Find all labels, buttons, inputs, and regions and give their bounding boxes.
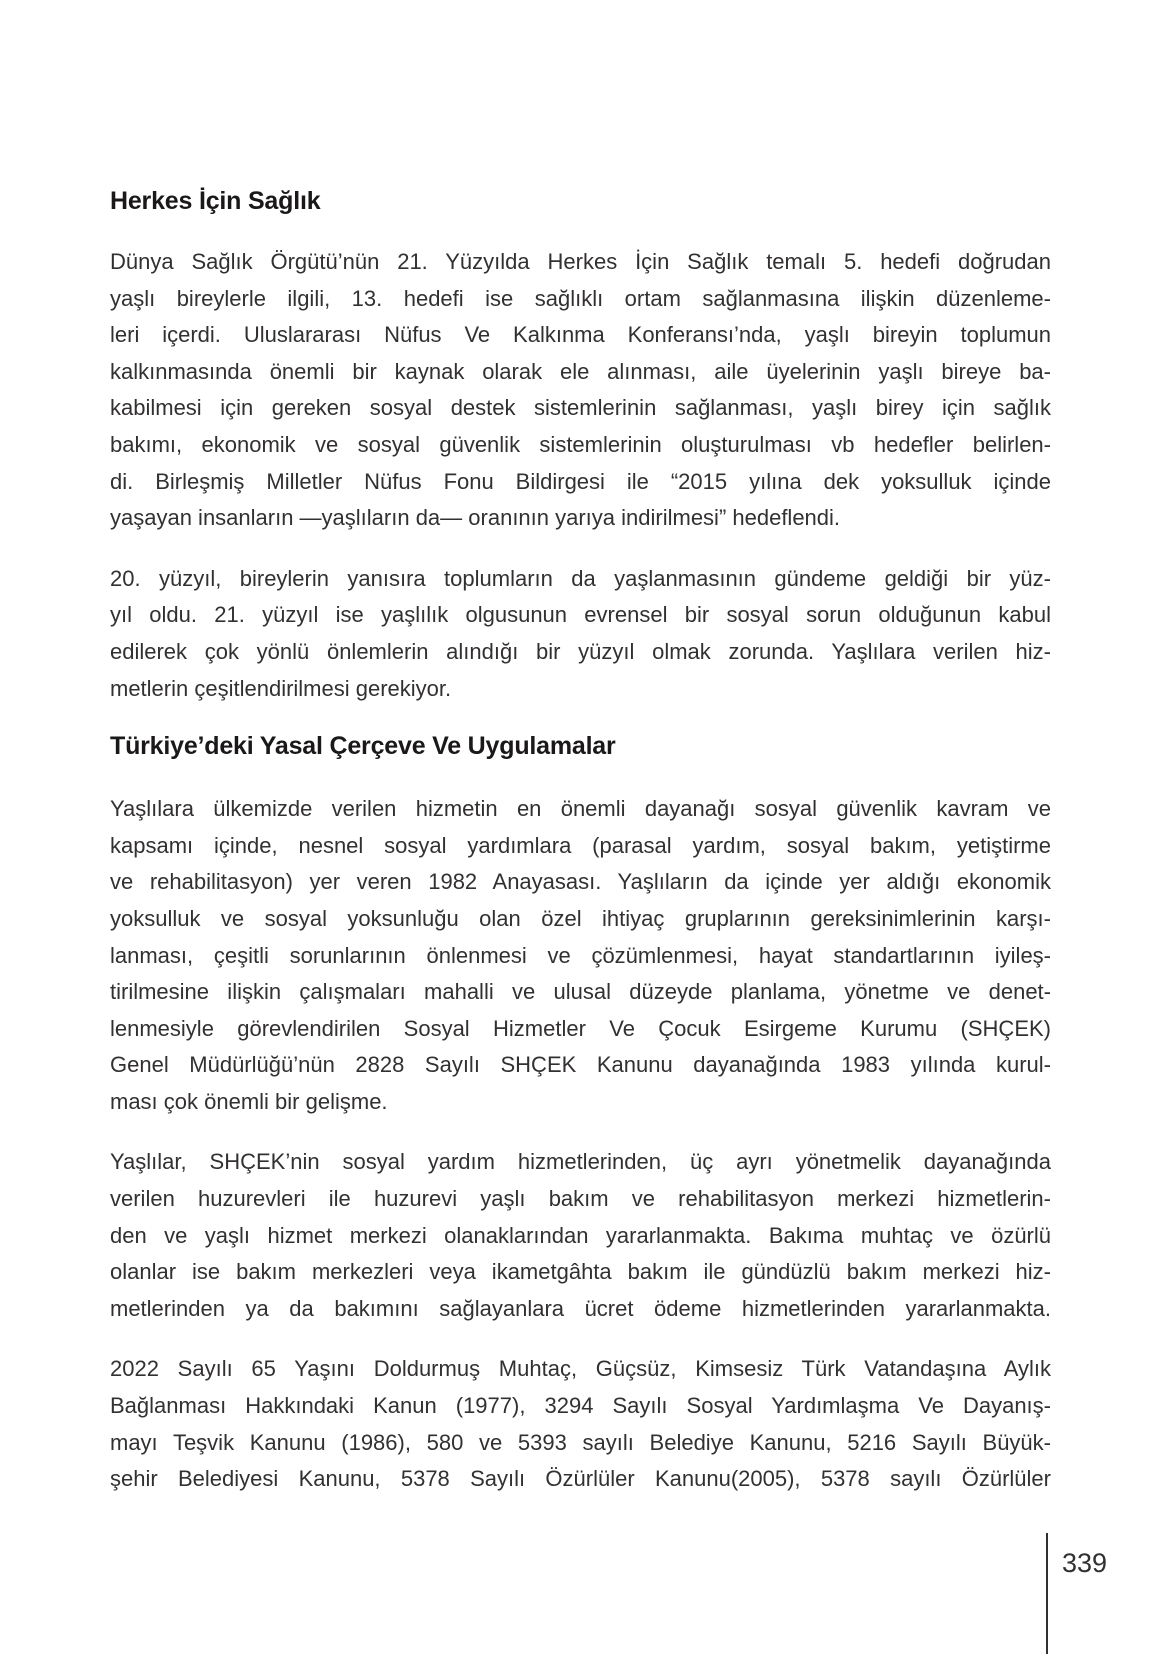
text-line: 20. yüzyıl, bireylerin yanısıra toplumların da yaşlanmasının gündeme geldiği bir yüz- bbox=[110, 565, 1051, 591]
text-line: Genel Müdürlüğü’nün 2828 Sayılı SHÇEK Kanunu dayanağında 1983 yılında kurul- bbox=[110, 1052, 1051, 1078]
text-line: metlerin çeşitlendirilmesi gerekiyor. bbox=[110, 675, 452, 701]
text-line: olanlar ise bakım merkezleri veya ikametgâhta bakım ile gündüzlü bakım merkezi hiz- bbox=[110, 1259, 1051, 1285]
paragraph-yasal-kanunlar bbox=[110, 1351, 1051, 1497]
text-line: verilen huzurevleri ile huzurevi yaşlı bakım ve rehabilitasyon merkezi hizmetlerin- bbox=[110, 1186, 1051, 1212]
page-number: 339 bbox=[1062, 1548, 1108, 1578]
text-line: yoksulluk ve sosyal yoksunluğu olan özel ihtiyaç gruplarının gereksinimlerinin karşı- bbox=[110, 905, 1051, 931]
text-line: ması çok önemli bir gelişme. bbox=[110, 1088, 388, 1114]
text-line: leri içerdi. Uluslararası Nüfus Ve Kalkınma Konferansı’nda, yaşlı bireyin toplumun bbox=[110, 322, 1051, 348]
page-body-text bbox=[110, 186, 1051, 1522]
paragraph-20-yuzyil bbox=[110, 561, 1051, 707]
text-line: yaşlı bireylerle ilgili, 13. hedefi ise sağlıklı ortam sağlanmasına ilişkin düzenleme- bbox=[110, 285, 1051, 311]
text-line: ve rehabilitasyon) yer veren 1982 Anayasası. Yaşlıların da içinde yer aldığı ekonomik bbox=[110, 869, 1051, 895]
text-line: kalkınmasında önemli bir kaynak olarak ele alınması, aile üyelerinin yaşlı bireye ba- bbox=[110, 358, 1051, 384]
text-line: kabilmesi için gereken sosyal destek sistemlerinin sağlanması, yaşlı birey için sağlık bbox=[110, 395, 1051, 421]
paragraph-who-hedefleri bbox=[110, 244, 1051, 537]
text-line: kapsamı içinde, nesnel sosyal yardımlara (parasal yardım, sosyal bakım, yetiştirme bbox=[110, 832, 1051, 858]
text-line: den ve yaşlı hizmet merkezi olanaklarından yararlanmakta. Bakıma muhtaç ve özürlü bbox=[110, 1222, 1051, 1248]
text-line: bakımı, ekonomik ve sosyal güvenlik sistemlerinin oluşturulması vb hedefler belirlen- bbox=[110, 431, 1051, 457]
text-line: 2022 Sayılı 65 Yaşını Doldurmuş Muhtaç, Güçsüz, Kimsesiz Türk Vatandaşına Aylık bbox=[110, 1356, 1051, 1382]
text-line: yıl oldu. 21. yüzyıl ise yaşlılık olgusunun evrensel bir sosyal sorun olduğunun kabul bbox=[110, 602, 1051, 628]
text-line: şehir Belediyesi Kanunu, 5378 Sayılı Özürlüler Kanunu(2005), 5378 sayılı Özürlüler bbox=[110, 1466, 1051, 1492]
text-line: Dünya Sağlık Örgütü’nün 21. Yüzyılda Herkes İçin Sağlık temalı 5. hedefi doğrudan bbox=[110, 249, 1051, 274]
paragraph-1982-anayasasi-shcek bbox=[110, 791, 1051, 1120]
text-line: lenmesiyle görevlendirilen Sosyal Hizmetler Ve Çocuk Esirgeme Kurumu (SHÇEK) bbox=[110, 1015, 1051, 1041]
text-line: Bağlanması Hakkındaki Kanun (1977), 3294 Sayılı Sosyal Yardımlaşma Ve Dayanış- bbox=[110, 1393, 1051, 1419]
heading-turkiye-yasal-cerceve: Türkiye’deki Yasal Çerçeve Ve Uygulamalar bbox=[110, 732, 616, 761]
text-line: metlerinden ya da bakımını sağlayanlara ücret ödeme hizmetlerinden yararlanmakta. bbox=[110, 1295, 1051, 1321]
page-number-rule bbox=[1046, 1533, 1048, 1654]
text-line: di. Birleşmiş Milletler Nüfus Fonu Bildirgesi ile “2015 yılına dek yoksulluk içinde bbox=[110, 468, 1051, 494]
text-line: yaşayan insanların —yaşlıların da— oranının yarıya indirilmesi” hedeflendi. bbox=[110, 505, 841, 531]
text-line: edilerek çok yönlü önlemlerin alındığı bir yüzyıl olmak zorunda. Yaşlılara verilen hiz- bbox=[110, 638, 1051, 664]
text-line: tirilmesine ilişkin çalışmaları mahalli ve ulusal düzeyde planlama, yönetme ve denet- bbox=[110, 979, 1051, 1005]
text-line: lanması, çeşitli sorunlarının önlenmesi ve çözümlenmesi, hayat standartlarının iyileş- bbox=[110, 942, 1051, 968]
text-line: Yaşlılar, SHÇEK’nin sosyal yardım hizmetlerinden, üç ayrı yönetmelik dayanağında bbox=[110, 1149, 1051, 1175]
text-line: mayı Teşvik Kanunu (1986), 580 ve 5393 sayılı Belediye Kanunu, 5216 Sayılı Büyük- bbox=[110, 1429, 1051, 1455]
paragraph-shcek-hizmetleri bbox=[110, 1144, 1051, 1327]
text-line: Yaşlılara ülkemizde verilen hizmetin en önemli dayanağı sosyal güvenlik kavram ve bbox=[110, 796, 1051, 822]
heading-herkes-icin-saglik: Herkes İçin Sağlık bbox=[110, 187, 321, 215]
